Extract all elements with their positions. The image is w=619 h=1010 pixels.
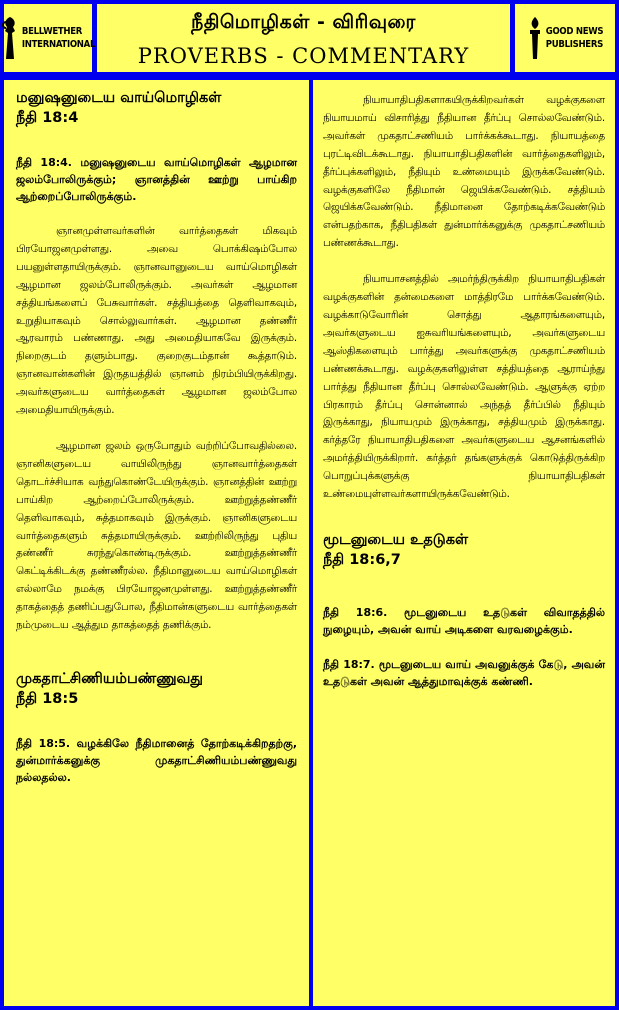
bellwether-logo-line1: BELLWETHER: [21, 26, 83, 37]
bellwether-ram-icon: [1, 15, 19, 61]
verse-18-5: நீதி 18:5. வழக்கிலே நீதிமானைத் தோற்கடிக்கிறதற்கு, துன்மார்க்கனுக்கு முகதாட்சிணியம்பண்ணுவது நல்லதல்ல.: [16, 736, 297, 784]
good-news-logo-line1: GOOD NEWS: [545, 26, 604, 37]
commentary-paragraph: ஞானமுள்ளவர்களின் வார்த்தைகள் மிகவும் பிரயோஜனமுள்ளது. அவை பொக்கிஷம்போல பயனுள்ளதாயிருக்கும். ஞானவானுடைய வாய்மொழிகள் ஆழமான ஜலம்போலிருக்கும். அவர்கள் ஆழமான சத்தியங்களைப் பேசுவார்கள். சத்தியத்தை தெளிவாகவும், உறுதியாகவும் சொல்லுவார்கள். ஆழமான தண்ணீர் ஆரவாரம் பண்ணாது. அது அமைதியாகவே இருக்கும். நிறைகுடம் தளும்பாது. குறைகுடம்தான் கூத்தாடும். ஞானவான்களின் இருதயத்தில் ஞானம் நிரம்பியிருக்கிறது. அவர்களுடைய வார்த்தைகள் ஆழமான ஜலம்போல அமைதியாயிருக்கும்.: [16, 225, 297, 417]
right-column: [313, 80, 615, 1006]
section-heading-title: மனுஷனுடைய வாய்மொழிகள்: [16, 90, 222, 106]
page-title-english: PROVERBS - COMMENTARY: [137, 44, 470, 68]
commentary-paragraph: நியாயாதிபதிகளாகயிருக்கிறவர்கள் வழக்குகளை நியாயமாய் விசாரித்து நீதியான தீர்ப்பு சொல்லவேண்டும். அவர்கள் முகதாட்சணியம் பார்க்கக்கூடாது. நியாயத்தை புரட்டிவிடக்கூடாது. நியாயாதிபதிகளின் வார்த்தைகளிலும், தீர்ப்புக்களிலும், நீதியும் உண்மையும் இருக்கவேண்டும். வழக்குகளிலே நீதிமான் ஜெயிக்கவேண்டும். சத்தியம் ஜெயிக்கவேண்டும். நீதிமானை தோற்கடிக்கவேண்டும் என்பதற்காக, நீதிபதிகள் துன்மார்க்கனுக்கு முகதாட்சணியம் பண்ணக்கூடாது.: [323, 94, 605, 250]
section-heading-reference: நீதி 18:4: [16, 110, 79, 126]
left-column: [4, 80, 309, 1006]
section-heading-18-5: [16, 669, 297, 709]
section-heading-reference: நீதி 18:5: [16, 690, 79, 707]
bellwether-logo-panel: [4, 4, 96, 72]
verse-18-4: நீதி 18:4. மனுஷனுடைய வாய்மொழிகள் ஆழமான ஜலம்போலிருக்கும்; ஞானத்தின் ஊற்று பாய்கிற ஆற்றைப்போலிருக்கும்.: [16, 156, 297, 203]
verse-18-7: நீதி 18:7. மூடனுடைய வாய் அவனுக்குக் கேடு, அவன் உதடுகள் அவன் ஆத்துமாவுக்குக் கண்ணி.: [323, 657, 605, 688]
verse-18-6: நீதி 18:6. மூடனுடைய உதடுகள் விவாதத்தில் நுழையும், அவன் வாய் அடிகளை வரவழைக்கும்.: [323, 605, 605, 636]
commentary-paragraph: ஆழமான ஜலம் ஒருபோதும் வற்றிப்போவதில்லை. ஞானிகளுடைய வாயிலிருந்து ஞானவார்த்தைகள் தொடர்ச்சியாக வந்துகொண்டேயிருக்கும். ஞானத்தின் ஊற்று பாய்கிற ஆற்றைப்போலிருக்கும். ஊற்றுத்தண்ணீர் தெளிவாகவும், சுத்தமாகவும் இருக்கும். ஞானிகளுடைய வார்த்தைகளும் சுத்தமாயிருக்கும். ஊற்றிலிருந்து புதிய தண்ணீர் சுரந்துகொண்டிருக்கும். ஊற்றுத்தண்ணீர் கெட்டிக்கிடக்கு தண்ணீரல்ல. நீதிமானுடைய வாய்மொழிகள் எல்லாமே நமக்கு பிரயோஜனமுள்ளது. ஊற்றுத்தண்ணீர் தாகத்தைத் தணிப்பதுபோல, நீதிமான்களுடைய வார்த்தைகள் நம்முடைய ஆத்தும தாகத்தைத் தணிக்கும்.: [16, 439, 297, 632]
page-header: [97, 4, 510, 72]
page-title-tamil: நீதிமொழிகள் - விரிவுரை: [191, 11, 416, 33]
good-news-logo-panel: [515, 4, 615, 72]
section-heading-reference: நீதி 18:6,7: [323, 551, 401, 568]
good-news-torch-icon: [527, 15, 543, 61]
section-heading-18-6-7: [323, 530, 605, 570]
bellwether-logo-line2: INTERNATIONAL: [21, 39, 96, 50]
section-heading-18-4: [16, 88, 297, 128]
section-heading-title: முகதாட்சிணியம்பண்ணுவது: [16, 670, 203, 687]
commentary-paragraph: நியாயாசனத்தில் அமர்ந்திருக்கிற நியாயாதிபதிகள் வழக்குகளின் தன்மைகளை மாத்திரமே பார்க்கவேண்டும். வழக்காடுவோரின் சொத்து ஆதாரங்களையும், அவர்களுடைய ஐசுவரியங்களையும், அவர்களுடைய ஆஸ்திகளையும் பார்த்து அவர்களுக்கு முகதாட்சணியம் பண்ணக்கூடாது. வழக்குகளிலுள்ள சத்தியத்தை ஆராய்ந்து பார்த்து நீதியான தீர்ப்பு சொல்லவேண்டும். ஆளுக்கு ஏற்ற பிரகாரம் தீர்ப்பு சொன்னால் அந்தத் தீர்ப்பில் நீதியும் இருக்காது, நியாயமும் இருக்காது, சத்தியமும் இருக்காது. கர்த்தரே நியாயாதிபதிகளை அவர்களுடைய ஆசனங்களில் அமர்த்தியிருக்கிறார். கர்த்தர் தங்களுக்குக் கொடுத்திருக்கிற பொறுப்புக்களுக்கு நியாயாதிபதிகள் உண்மையுள்ளவர்களாயிருக்கவேண்டும்.: [323, 273, 605, 501]
section-heading-title: மூடனுடைய உதடுகள்: [323, 531, 469, 548]
good-news-logo-line2: PUBLISHERS: [545, 39, 603, 50]
